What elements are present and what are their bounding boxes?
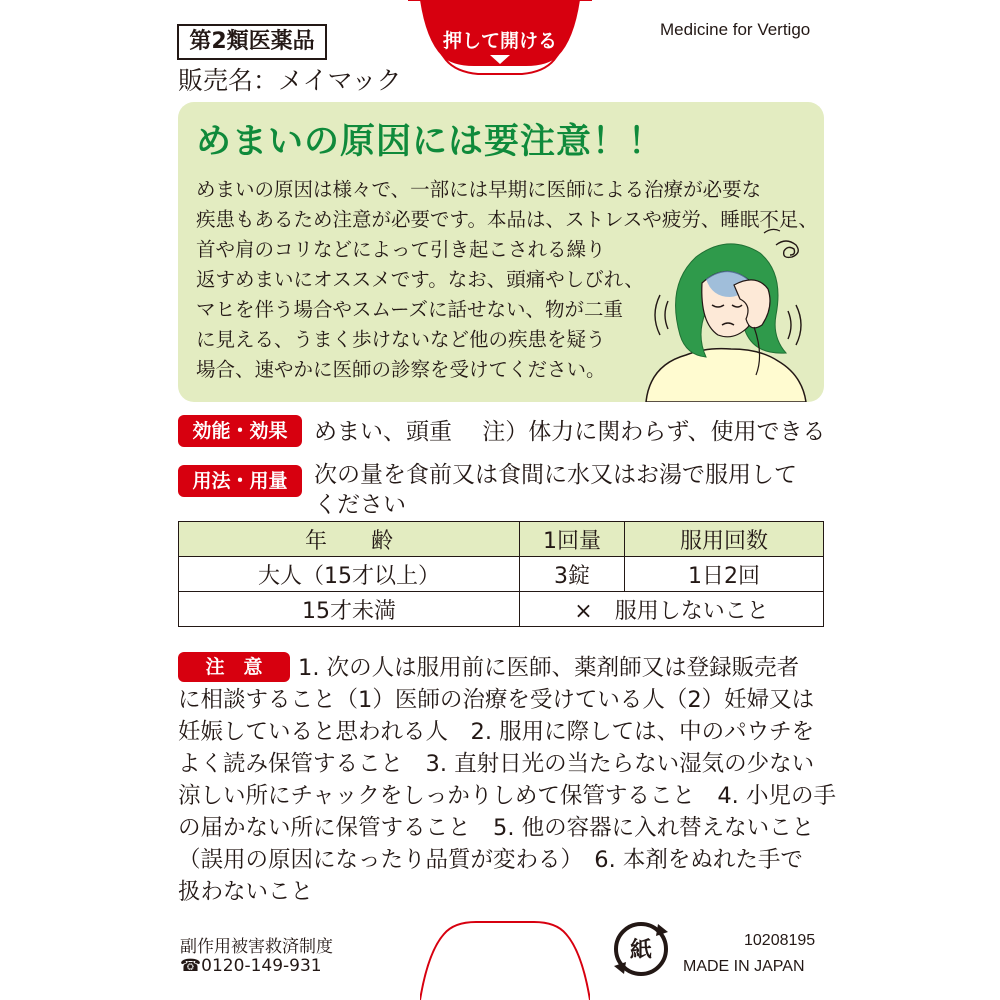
recycle-mark-text: 紙 (629, 938, 653, 963)
table-cell: 1日2回 (625, 557, 824, 592)
efficacy-badge: 効能・効果 (178, 415, 302, 447)
table-row (179, 592, 824, 627)
brand-name: 販売名：メイマック (178, 66, 402, 95)
dosage-table (178, 521, 824, 627)
warning-line: めまいの原因は様々で、一部には早期に医師による治療が必要な (196, 178, 762, 201)
notice-line: の届かない所に保管すること 5. 他の容器に入れ替えないこと (178, 815, 815, 841)
dizzy-woman-illustration (636, 215, 824, 402)
warning-line: 首や肩のコリなどによって引き起こされる繰り (196, 238, 606, 261)
dosage-text (314, 460, 797, 520)
notice-line: よく読み保管すること 3. 直射日光の当たらない湿気の少ない (178, 751, 815, 777)
dosage-badge: 用法・用量 (178, 465, 302, 497)
warning-headline: めまいの原因には要注意！！ (196, 122, 665, 162)
warning-line: 返すめまいにオススメです。なお、頭痛やしびれ、 (196, 268, 644, 291)
phone-number: ☎0120-149-931 (180, 956, 322, 976)
table-header: 年 齢 (179, 522, 520, 557)
table-cell: 15才未満 (179, 592, 520, 627)
notice-badge: 注 意 (178, 652, 290, 682)
table-row (179, 557, 824, 592)
notice-line: （誤用の原因になったり品質が変わる） 6. 本剤をぬれた手で (178, 847, 803, 873)
table-cell: 3錠 (520, 557, 625, 592)
product-code: 10208195 (744, 932, 816, 949)
table-header: 1回量 (520, 522, 625, 557)
made-in-label: MADE IN JAPAN (683, 958, 805, 975)
notice-text (178, 652, 836, 908)
warning-line: に見える、うまく歩けないなど他の疾患を疑う (196, 328, 606, 351)
notice-line: 扱わないこと (178, 879, 314, 905)
table-header-row (179, 522, 824, 557)
notice-line: 1. 次の人は服用前に医師、薬剤師又は登録販売者 (298, 655, 800, 681)
warning-line: 疾患もあるため注意が必要です。本品は、ストレスや疲労、睡眠不足、 (196, 208, 818, 231)
efficacy-text: めまい、頭重 注）体力に関わらず、使用できる (314, 419, 826, 445)
product-subtitle: Medicine for Vertigo (660, 20, 811, 39)
bottom-tab-outline (420, 912, 590, 1000)
dosage-line: 次の量を食前又は食間に水又はお湯で服用して (314, 462, 797, 488)
push-to-open-label: 押して開ける (442, 30, 557, 52)
notice-line: に相談すること（1）医師の治療を受けている人（2）妊婦又は (178, 687, 815, 713)
table-cell: × 服用しないこと (520, 592, 824, 627)
warning-line: マヒを伴う場合やスムーズに話せない、物が二重 (196, 298, 624, 321)
notice-line: 妊娠していると思われる人 2. 服用に際しては、中のパウチを (178, 719, 815, 745)
warning-line: 場合、速やかに医師の診察を受けてください。 (196, 358, 606, 381)
notice-line: 涼しい所にチャックをしっかりしめて保管すること 4. 小児の手 (178, 783, 836, 809)
relief-system-label: 副作用被害救済制度 (180, 937, 333, 957)
table-header: 服用回数 (625, 522, 824, 557)
table-cell: 大人（15才以上） (179, 557, 520, 592)
drug-category-label: 第2類医薬品 (177, 24, 327, 60)
paper-recycle-icon (610, 918, 672, 980)
dosage-line: ください (314, 492, 406, 518)
